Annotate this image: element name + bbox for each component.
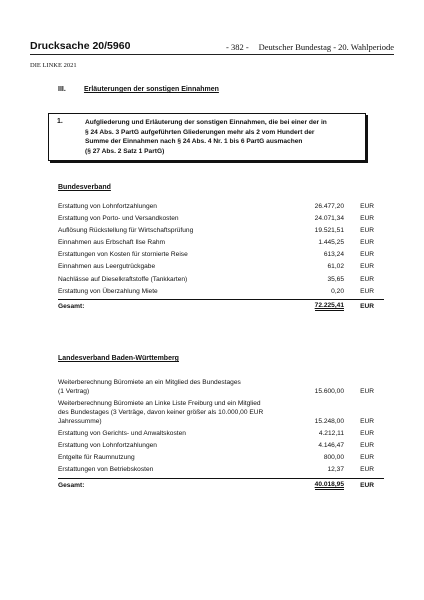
item-number: 1. (57, 118, 63, 125)
row-amount: 35,65 (327, 275, 344, 283)
table-row (58, 262, 384, 271)
section-number: III. (58, 86, 66, 93)
total-currency: EUR (360, 302, 374, 310)
landesverband-heading: Landesverband Baden-Württemberg (58, 355, 179, 362)
table-row (58, 202, 384, 211)
total-currency: EUR (360, 481, 374, 489)
row-currency: EUR (360, 466, 374, 474)
item-box (48, 113, 366, 161)
table-row (58, 378, 384, 396)
row-currency: EUR (360, 418, 374, 426)
bundesverband-table (58, 202, 384, 314)
row-label: Erstattung von Lohnfortzahlungen (58, 442, 157, 450)
page-number: - 382 - (226, 42, 249, 52)
table-row (58, 214, 384, 223)
row-label: Erstattungen von Kosten für stornierte Reise (58, 251, 188, 259)
party-line: DIE LINKE 2021 (30, 62, 77, 69)
row-currency: EUR (360, 454, 374, 462)
row-amount: 26.477,20 (314, 203, 344, 210)
row-amount: 12,37 (327, 466, 344, 474)
row-currency: EUR (360, 239, 374, 247)
row-label: Auflösung Rückstellung für Wirtschaftsprüfung (58, 227, 194, 235)
row-currency: EUR (360, 388, 374, 395)
table-row (58, 226, 384, 235)
landesverband-table (58, 378, 384, 493)
bundestag-period: Deutscher Bundestag - 20. Wahlperiode (258, 42, 394, 52)
row-currency: EUR (360, 263, 374, 271)
row-label: Erstattung von Porto- und Versandkosten (58, 215, 179, 223)
row-label: Weiterberechnung Büromiete an Linke Liste Freiburg und ein Mitglied des Bundestages (3 Verträge, davon keiner größer als 10.000,00 EUR Jahressumme) (58, 400, 264, 426)
row-label: Entgelte für Raumnutzung (58, 454, 135, 462)
bundesverband-heading: Bundesverband (58, 184, 111, 191)
total-amount: 72.225,41 (314, 301, 344, 309)
table-row (58, 453, 384, 462)
total-label: Gesamt: (58, 302, 85, 310)
row-currency: EUR (360, 287, 374, 295)
row-amount: 4.146,47 (318, 442, 344, 450)
table-row (58, 441, 384, 450)
row-currency: EUR (360, 203, 374, 210)
table-row (58, 275, 384, 284)
row-label: Erstattungen von Betriebskosten (58, 466, 154, 474)
row-amount: 24.071,34 (314, 215, 344, 223)
drucksache-number: Drucksache 20/5960 (30, 40, 131, 52)
total-row (58, 299, 384, 311)
item-text: Aufgliederung und Erläuterung der sonstigen Einnahmen, die bei einer der in § 24 Abs. 3 PartG aufgeführten Gliederungen mehr als 2 vom Hundert der Summe der Einnahmen nach § 24 Abs. 4 Nr. 1 bis 6 PartG ausmachen (§ 27 Abs. 2 Satz 1 PartG) (85, 119, 327, 155)
section-title: Erläuterungen der sonstigen Einnahmen (83, 86, 219, 93)
row-currency: EUR (360, 275, 374, 283)
table-row (58, 287, 384, 296)
row-amount: 613,24 (323, 251, 344, 259)
row-amount: 15.248,00 (314, 418, 344, 426)
total-label: Gesamt: (58, 481, 85, 489)
row-amount: 61,02 (327, 263, 344, 271)
row-amount: 1.445,25 (318, 239, 344, 247)
row-amount: 4.212,11 (318, 430, 344, 438)
row-label: Erstattung von Überzahlung Miete (58, 287, 158, 295)
table-row (58, 465, 384, 474)
row-currency: EUR (360, 215, 374, 223)
row-label: Einnahmen aus Leergutrückgabe (58, 263, 156, 271)
row-currency: EUR (360, 251, 374, 259)
table-row (58, 399, 384, 426)
total-amount: 40.018,95 (314, 480, 344, 488)
table-row (58, 429, 384, 438)
row-label: Weiterberechnung Büromiete an ein Mitglied des Bundestages (1 Vertrag) (58, 379, 241, 395)
row-label: Erstattung von Lohnfortzahlungen (58, 203, 157, 210)
row-amount: 19.521,51 (314, 227, 344, 235)
table-row (58, 238, 384, 247)
table-row (58, 250, 384, 259)
section-heading (58, 86, 219, 93)
row-amount: 0,20 (331, 287, 344, 295)
row-currency: EUR (360, 430, 374, 438)
row-currency: EUR (360, 442, 374, 450)
row-currency: EUR (360, 227, 374, 235)
row-amount: 15.600,00 (314, 388, 344, 395)
page-header (30, 40, 394, 55)
total-row (58, 478, 384, 490)
row-amount: 800,00 (323, 454, 344, 462)
row-label: Erstattung von Gerichts- und Anwaltskosten (58, 430, 186, 438)
row-label: Einnahmen aus Erbschaft Ilse Rahm (58, 239, 166, 247)
row-label: Nachlässe auf Dieselkraftstoffe (Tankkarten) (58, 275, 188, 283)
